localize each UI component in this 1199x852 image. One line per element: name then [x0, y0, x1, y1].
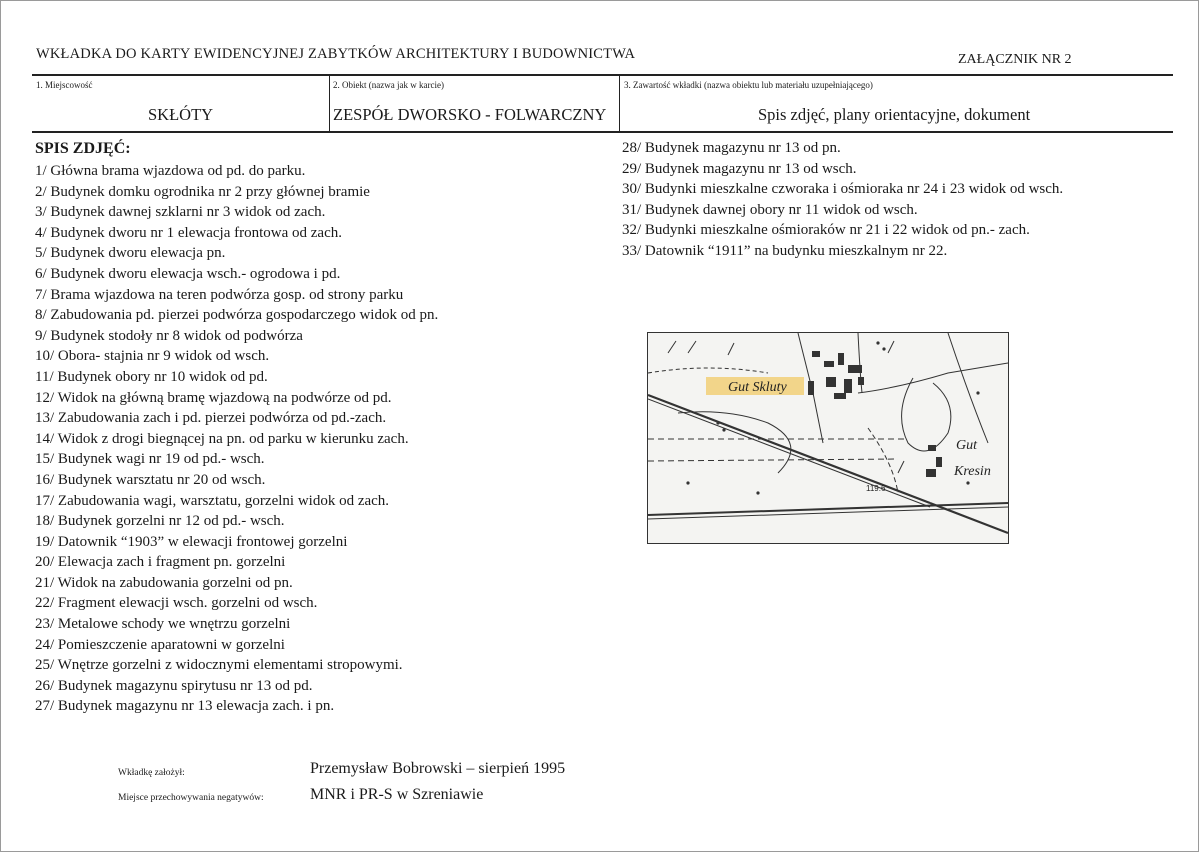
photo-list-item: 14/ Widok z drogi biegnącej na pn. od parku w kierunku zach.	[35, 430, 409, 447]
object-value: ZESPÓŁ DWORSKO - FOLWARCZNY	[333, 105, 607, 124]
photo-list-item: 17/ Zabudowania wagi, warsztatu, gorzelni widok od zach.	[35, 492, 390, 509]
photo-list-item: 21/ Widok na zabudowania gorzelni od pn.	[35, 574, 293, 591]
photo-list-right	[622, 138, 1063, 262]
photo-list-item: 33/ Datownik “1911” na budynku mieszkalnym nr 22.	[622, 242, 948, 259]
contents-value: Spis zdjęć, plany orientacyjne, dokument	[758, 105, 1031, 124]
orientation-map	[647, 332, 1009, 544]
photo-list-item: 32/ Budynki mieszkalne ośmioraków nr 21 i 22 widok od pn.- zach.	[622, 222, 1030, 239]
photo-list-item: 28/ Budynek magazynu nr 13 od pn.	[622, 140, 841, 156]
photo-list-item: 26/ Budynek magazynu spirytusu nr 13 od pd.	[35, 677, 313, 694]
photo-list-item: 1/ Główna brama wjazdowa od pd. do parku.	[35, 163, 306, 179]
photo-list-item: 27/ Budynek magazynu nr 13 elewacja zach. i pn.	[35, 698, 335, 715]
photo-list-item: 9/ Budynek stodoły nr 8 widok od podwórza	[35, 327, 303, 344]
locality-label: 1. Miejscowość	[36, 80, 93, 90]
photo-list-left	[35, 161, 438, 717]
photo-list-item: 3/ Budynek dawnej szklarni nr 3 widok od zach.	[35, 204, 326, 221]
photo-list-item: 8/ Zabudowania pd. pierzei podwórza gospodarczego widok od pn.	[35, 307, 439, 324]
column-divider-1	[329, 76, 330, 131]
photo-list-item: 18/ Budynek gorzelni nr 12 od pd.- wsch.	[35, 513, 285, 530]
photo-list-item: 31/ Budynek dawnej obory nr 11 widok od wsch.	[622, 201, 918, 218]
object-label: 2. Obiekt (nazwa jak w karcie)	[333, 80, 444, 90]
photo-list-item: 6/ Budynek dworu elewacja wsch.- ogrodowa i pd.	[35, 265, 341, 282]
photo-list-item: 5/ Budynek dworu elewacja pn.	[35, 245, 226, 262]
map-label-elevation: 119.6	[866, 484, 886, 493]
photo-list-item: 13/ Zabudowania zach i pd. pierzei podwórza od pd.-zach.	[35, 410, 387, 427]
storage-value: MNR i PR-S w Szreniawie	[310, 786, 484, 803]
photo-list-item: 7/ Brama wjazdowa na teren podwórza gosp. od strony parku	[35, 286, 404, 303]
created-by-value: Przemysław Bobrowski – sierpień 1995	[310, 760, 566, 777]
photo-list-item: 11/ Budynek obory nr 10 widok od pd.	[35, 368, 268, 385]
contents-label: 3. Zawartość wkładki (nazwa obiektu lub materiału uzupełniającego)	[624, 80, 873, 90]
photo-list-item: 2/ Budynek domku ogrodnika nr 2 przy głównej bramie	[35, 183, 370, 200]
photo-list-item: 29/ Budynek magazynu nr 13 od wsch.	[622, 160, 857, 177]
column-divider-2	[619, 76, 620, 131]
photo-list-item: 16/ Budynek warsztatu nr 20 od wsch.	[35, 471, 266, 488]
photo-list-item: 20/ Elewacja zach i fragment pn. gorzelni	[35, 554, 286, 571]
header-rule-top	[32, 74, 1173, 76]
header-rule-bottom	[32, 131, 1173, 133]
photo-list-item: 12/ Widok na główną bramę wjazdową na podwórze od pd.	[35, 389, 392, 406]
photo-list-item: 15/ Budynek wagi nr 19 od pd.- wsch.	[35, 451, 265, 468]
created-by-label: Wkładkę założył:	[118, 768, 185, 778]
photo-list-item: 10/ Obora- stajnia nr 9 widok od wsch.	[35, 348, 270, 365]
photo-list-item: 30/ Budynki mieszkalne czworaka i ośmioraka nr 24 i 23 widok od wsch.	[622, 181, 1064, 198]
photo-list-item: 25/ Wnętrze gorzelni z widocznymi elementami stropowymi.	[35, 657, 403, 674]
photo-list-item: 23/ Metalowe schody we wnętrzu gorzelni	[35, 616, 291, 633]
photo-list-item: 19/ Datownik “1903” w elewacji frontowej gorzelni	[35, 533, 348, 550]
photo-list-heading: SPIS ZDJĘĆ:	[35, 140, 131, 157]
map-label-kresin: Kresin	[954, 464, 991, 479]
photo-list-item: 24/ Pomieszczenie aparatowni w gorzelni	[35, 636, 285, 653]
map-label-gut-skluty: Gut Skluty	[728, 380, 787, 395]
form-title: WKŁADKA DO KARTY EWIDENCYJNEJ ZABYTKÓW ARCHITEKTURY I BUDOWNICTWA	[36, 46, 636, 62]
map-label-gut: Gut	[956, 438, 977, 453]
storage-label: Miejsce przechowywania negatywów:	[118, 793, 264, 803]
photo-list-item: 22/ Fragment elewacji wsch. gorzelni od wsch.	[35, 595, 318, 612]
attachment-number: ZAŁĄCZNIK NR 2	[958, 52, 1072, 67]
photo-list-item: 4/ Budynek dworu nr 1 elewacja frontowa od zach.	[35, 224, 342, 241]
map-drawing	[648, 333, 1008, 543]
locality-value: SKŁÓTY	[148, 105, 214, 124]
